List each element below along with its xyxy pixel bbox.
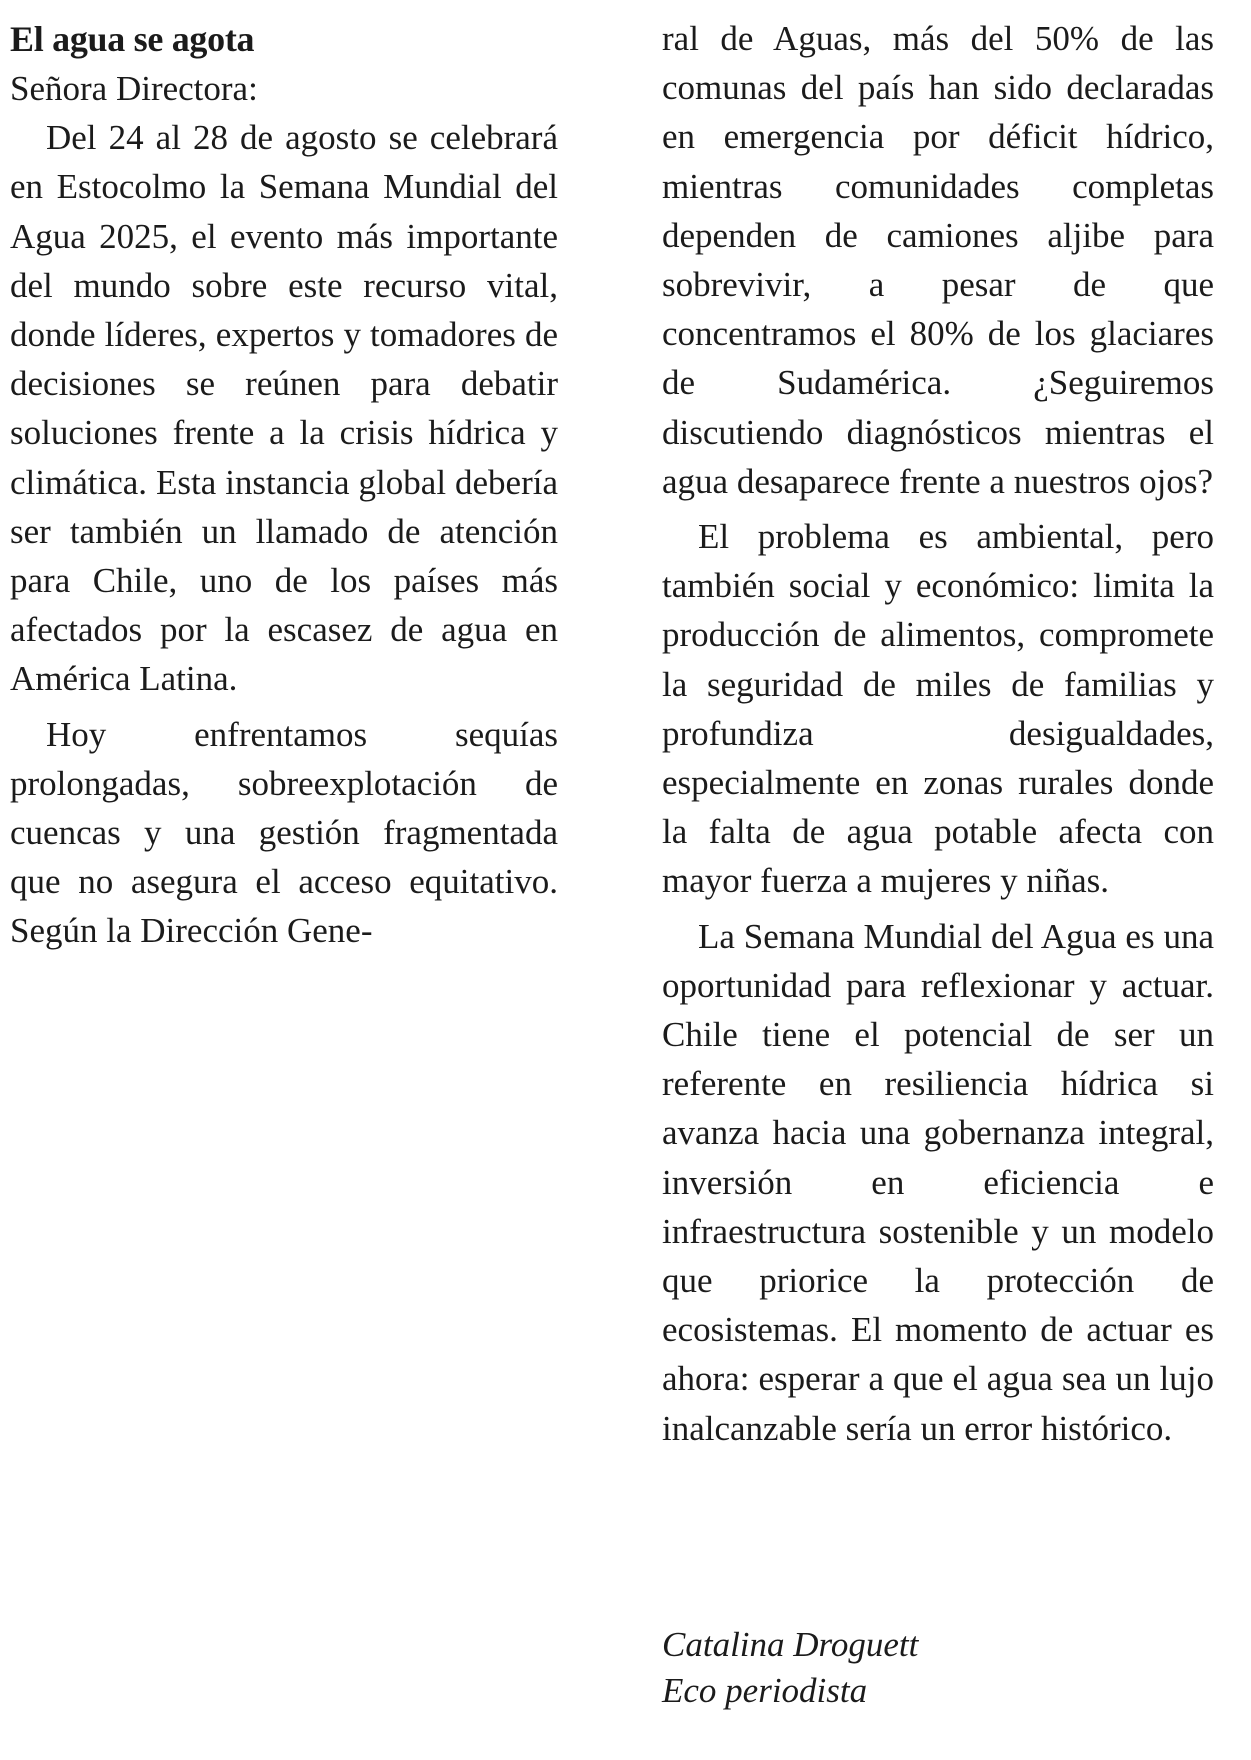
letter-headline: El agua se agota [10,19,255,59]
letter-paragraph-2-start: Hoy enfrentamos sequías prolongadas, sobreexplotación de cuencas y una gestión fragmentada que no asegura el acceso equitativo. Según la Dirección Gene- [10,714,558,951]
letter-salutation: Señora Directora: [10,69,258,108]
right-column [662,14,1214,1453]
letter-paragraph-3: El problema es ambiental, pero también social y económico: limita la producción de alimentos, compromete la seguridad de miles de familias y profundiza desigualdades, especialmente en zonas rurales donde la falta de agua potable afecta con mayor fuerza a mujeres y niñas. [662,517,1214,901]
letter-paragraph-4: La Semana Mundial del Agua es una oportunidad para reflexionar y actuar. Chile tiene el potencial de ser un referente en resiliencia hídrica si avanza hacia una gobernanza integral, inversión en eficiencia e infraestructura sostenible y un modelo que priorice la protección de ecosistemas. El momento de actuar es ahora: esperar a que el agua sea un lujo inalcanzable sería un error histórico. [662,916,1214,1448]
signature-name: Catalina Droguett [662,1625,919,1664]
letter-signature [662,1622,918,1714]
left-column [10,14,558,956]
letter-paragraph-1: Del 24 al 28 de agosto se celebrará en Estocolmo la Semana Mundial del Agua 2025, el evento más importante del mundo sobre este recurso vital, donde líderes, expertos y tomadores de decisiones se reúnen para debatir soluciones frente a la crisis hídrica y climática. Esta instancia global debería ser también un llamado de atención para Chile, uno de los países más afectados por la escasez de agua en América Latina. [10,118,558,699]
signature-title: Eco periodista [662,1671,868,1710]
letter-paragraph-2-continued: ral de Aguas, más del 50% de las comunas del país han sido declaradas en emergencia por déficit hídrico, mientras comunidades completas dependen de camiones aljibe para sobrevivir, a pesar de que concentramos el 80% de los glaciares de Sudamérica. ¿Seguiremos discutiendo diagnósticos mientras el agua desaparece frente a nuestros ojos? [662,19,1214,501]
